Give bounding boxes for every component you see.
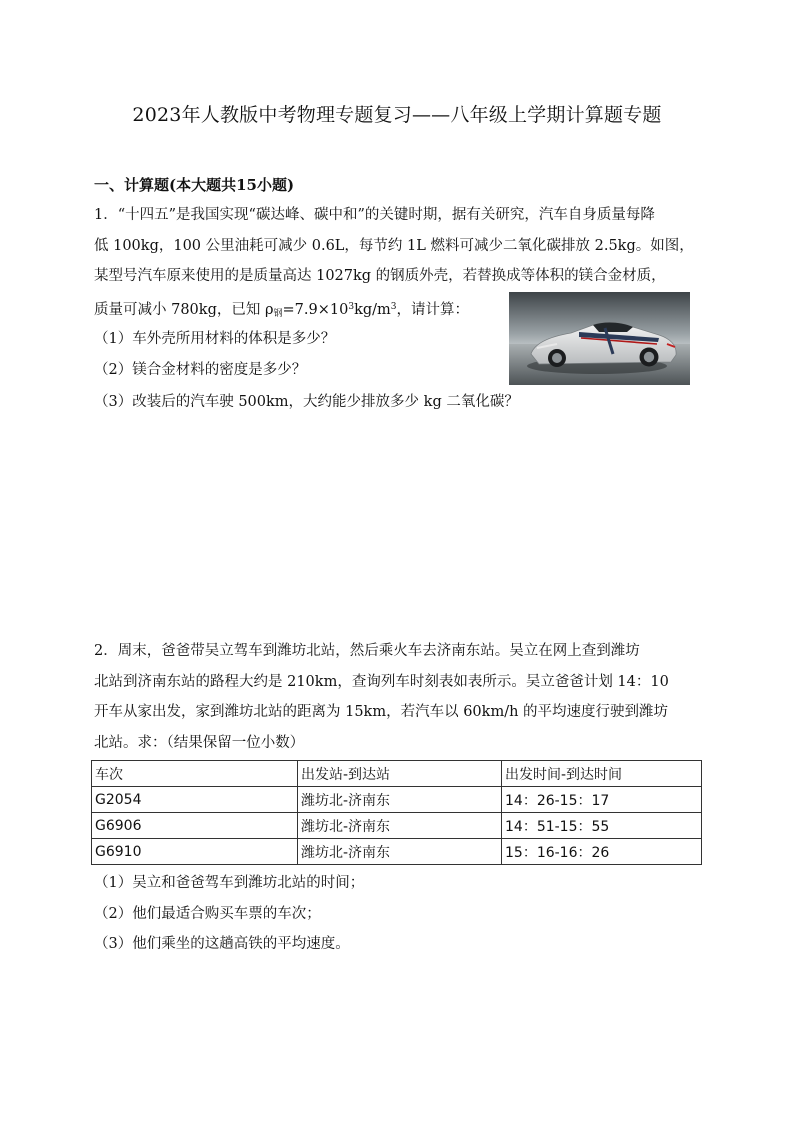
- question-1-sub-1: （1）车外壳所用材料的体积是多少？: [94, 331, 336, 347]
- question-2-line: 开车从家出发，家到潍坊北站的距离为 15km，若汽车以 60km/h 的平均速度行驶到潍坊: [94, 704, 669, 720]
- question-2-line: 2．周末，爸爸带吴立驾车到潍坊北站，然后乘火车去济南东站。吴立在网上查到潍坊: [94, 643, 640, 659]
- table-cell: 潍坊北-济南东: [298, 839, 502, 865]
- rho-subscript: 钢: [273, 308, 283, 319]
- table-cell: G6910: [92, 839, 298, 865]
- question-1-line: 1．“十四五”是我国实现“碳达峰、碳中和”的关键时期，据有关研究，汽车自身质量每降: [94, 207, 655, 223]
- train-timetable: [91, 760, 702, 865]
- question-1-sub-2: （2）镁合金材料的密度是多少？: [94, 362, 307, 378]
- unit-exponent: 3: [390, 301, 397, 312]
- table-cell: G2054: [92, 787, 298, 813]
- table-header-row: [92, 761, 702, 787]
- table-row: [92, 813, 702, 839]
- question-1-line: 低 100kg，100 公里油耗可减少 0.6L，每节约 1L 燃料可减少二氧化碳排放 2.5kg。如图，: [94, 237, 694, 254]
- rho-unit: kg/m: [354, 301, 391, 318]
- table-cell: 潍坊北-济南东: [298, 813, 502, 839]
- rho-value: =7.9×10: [282, 301, 349, 318]
- formula-suffix: ，请计算：: [396, 301, 469, 318]
- table-row: [92, 787, 702, 813]
- table-header-cell: 车次: [92, 761, 298, 787]
- question-1-line: 某型号汽车原来使用的是质量高达 1027kg 的钢质外壳，若替换成等体积的镁合金材质，: [94, 268, 666, 284]
- question-1-sub-3: （3）改装后的汽车驶 500km，大约能少排放多少 kg 二氧化碳？: [94, 394, 519, 410]
- section-heading: 一、计算题(本大题共15小题): [94, 176, 295, 194]
- table-header-cell: 出发站-到达站: [298, 761, 502, 787]
- formula-prefix: 质量可减小 780kg，已知 ρ: [94, 301, 274, 318]
- question-2-sub-2: （2）他们最适合购买车票的车次；: [94, 906, 321, 922]
- table-cell: 潍坊北-济南东: [298, 787, 502, 813]
- question-2-sub-1: （1）吴立和爸爸驾车到潍坊北站的时间；: [94, 875, 365, 891]
- sports-car-photo: [509, 292, 690, 385]
- table-cell: 15：16-16：26: [502, 839, 702, 865]
- table-row: [92, 839, 702, 865]
- table-header-cell: 出发时间-到达时间: [502, 761, 702, 787]
- table-cell: 14：26-15：17: [502, 787, 702, 813]
- rho-exponent: 3: [348, 301, 355, 312]
- table-cell: G6906: [92, 813, 298, 839]
- page-title: 2023年人教版中考物理专题复习——八年级上学期计算题专题: [132, 104, 662, 126]
- question-2-text: [94, 636, 702, 758]
- question-2-sub-3: （3）他们乘坐的这趟高铁的平均速度。: [94, 936, 350, 952]
- question-2-line: 北站到济南东站的路程大约是 210km，查询列车时刻表如表所示。吴立爸爸计划 14：10: [94, 673, 669, 690]
- table-cell: 14：51-15：55: [502, 813, 702, 839]
- question-2-line: 北站。求：（结果保留一位小数）: [94, 734, 305, 751]
